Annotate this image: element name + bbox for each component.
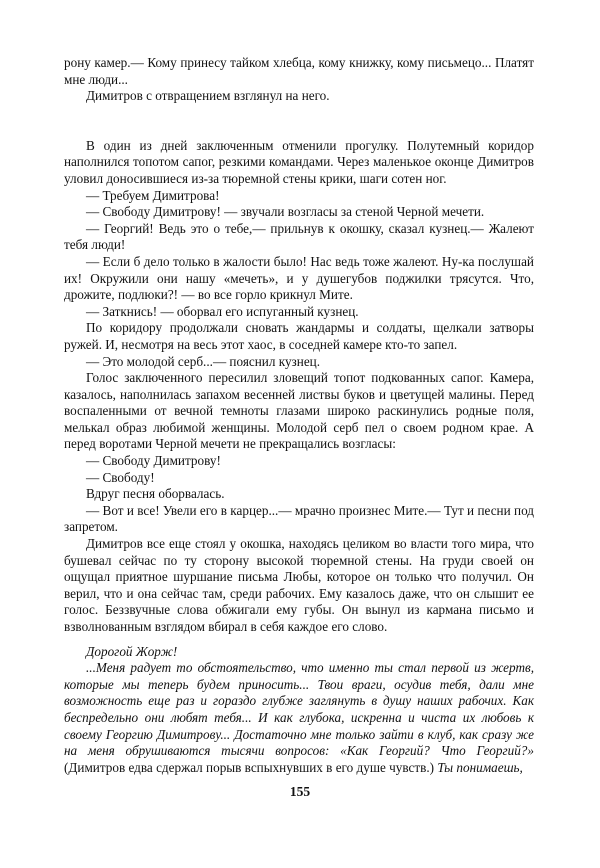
- dialogue-line: — Свободу Димитрову!: [86, 453, 221, 469]
- letter-salutation-text: Дорогой Жорж!: [86, 643, 178, 659]
- text-paragraph: Вдруг песня оборвалась.: [86, 486, 225, 502]
- dialogue-line: — Свободу Димитрову! — звучали возгласы за стеной Черной мечети.: [86, 204, 485, 220]
- dialogue-line: — Свободу!: [86, 469, 155, 485]
- text-paragraph: рону камер.— Кому принесу тайком хлебца, кому книжку, кому письмецо... Платят мне люди...: [64, 55, 534, 87]
- letter-text-continued: Ты понимаешь,: [437, 759, 523, 775]
- dialogue-line: — Требуем Димитрова!: [86, 187, 220, 203]
- letter-text: ...Меня радует то обстоятельство, что именно ты стал первой из жертв, которые мы теперь будем приносить... Твои враги, осудив тебя, дали мне возможность еще раз и гораздо глубже заглянуть в душу наших рабочих. Как беспредельно они любят тебя... И как глубока, искренна и чиста их любовь к своему Георгию Димитрову... Достаточно мне только зайти в клуб, как сразу же на меня обрушиваются тысячи вопросов: «Как Георгий? Что Георгий?»: [64, 660, 534, 759]
- text-paragraph: Димитров с отвращением взглянул на него.: [86, 88, 330, 104]
- text-paragraph: В один из дней заключенным отменили прогулку. Полутемный коридор наполнился топотом сапог, резкими командами. Через маленькое оконце Димитров уловил доносившиеся из-за тюремной стены крики, шаги сотен ног.: [64, 137, 534, 186]
- text-paragraph: Димитров все еще стоял у окошка, находясь целиком во власти того мира, что бушевал сейчас по ту сторону высокой тюремной стены. На груди своей он ощущал приятное шуршание письма Любы, которое он только что получил. Он верил, что и она сейчас там, среди рабочих. Ему казалось даже, что он слышит ее голос. Беззвучные слова обжигали ему губы. Он вынул из кармана письмо и взволнованным взглядом вбирал в себя каждое его слово.: [64, 536, 534, 634]
- dialogue-line: — Георгий! Ведь это о тебе,— прильнув к окошку, сказал кузнец.— Жалеют тебя люди!: [64, 220, 534, 253]
- text-paragraph: Голос заключенного пересилил зловещий топот подкованных сапог. Камера, казалось, наполнилась запахом весенней листвы буков и цветущей малины. Перед воспаленными от вечной темноты глазами широко раскинулись родные поля, мелькал образ любимой женщины. Молодой серб пел о своем родном крае. А перед воротами Черной мечети не прекращались возгласы:: [64, 370, 534, 452]
- letter-body: [64, 660, 534, 776]
- page-body: [64, 55, 534, 776]
- dialogue-line: — Заткнись! — оборвал его испуганный кузнец.: [86, 303, 359, 319]
- narration-insert: (Димитров едва сдержал порыв вспыхнувших в его душе чувств.): [64, 759, 438, 775]
- dialogue-line: — Вот и все! Увели его в карцер...— мрачно произнес Мите.— Тут и песни под запретом.: [64, 502, 534, 535]
- dialogue-line: — Если б дело только в жалости было! Нас ведь тоже жалеют. Ну-ка послушай их! Окружили они нашу «мечеть», и у душегубов поджилки трясутся. Что, дрожите, подлюки?! — во все горло крикнул Мите.: [64, 253, 534, 303]
- page-number: 155: [289, 784, 311, 799]
- dialogue-line: — Это молодой серб...— пояснил кузнец.: [86, 353, 321, 369]
- text-paragraph: По коридору продолжали сновать жандармы и солдаты, щелкали затворы ружей. И, несмотря на весь этот хаос, в соседней камере кто-то запел.: [64, 320, 534, 352]
- letter-salutation: [64, 644, 534, 661]
